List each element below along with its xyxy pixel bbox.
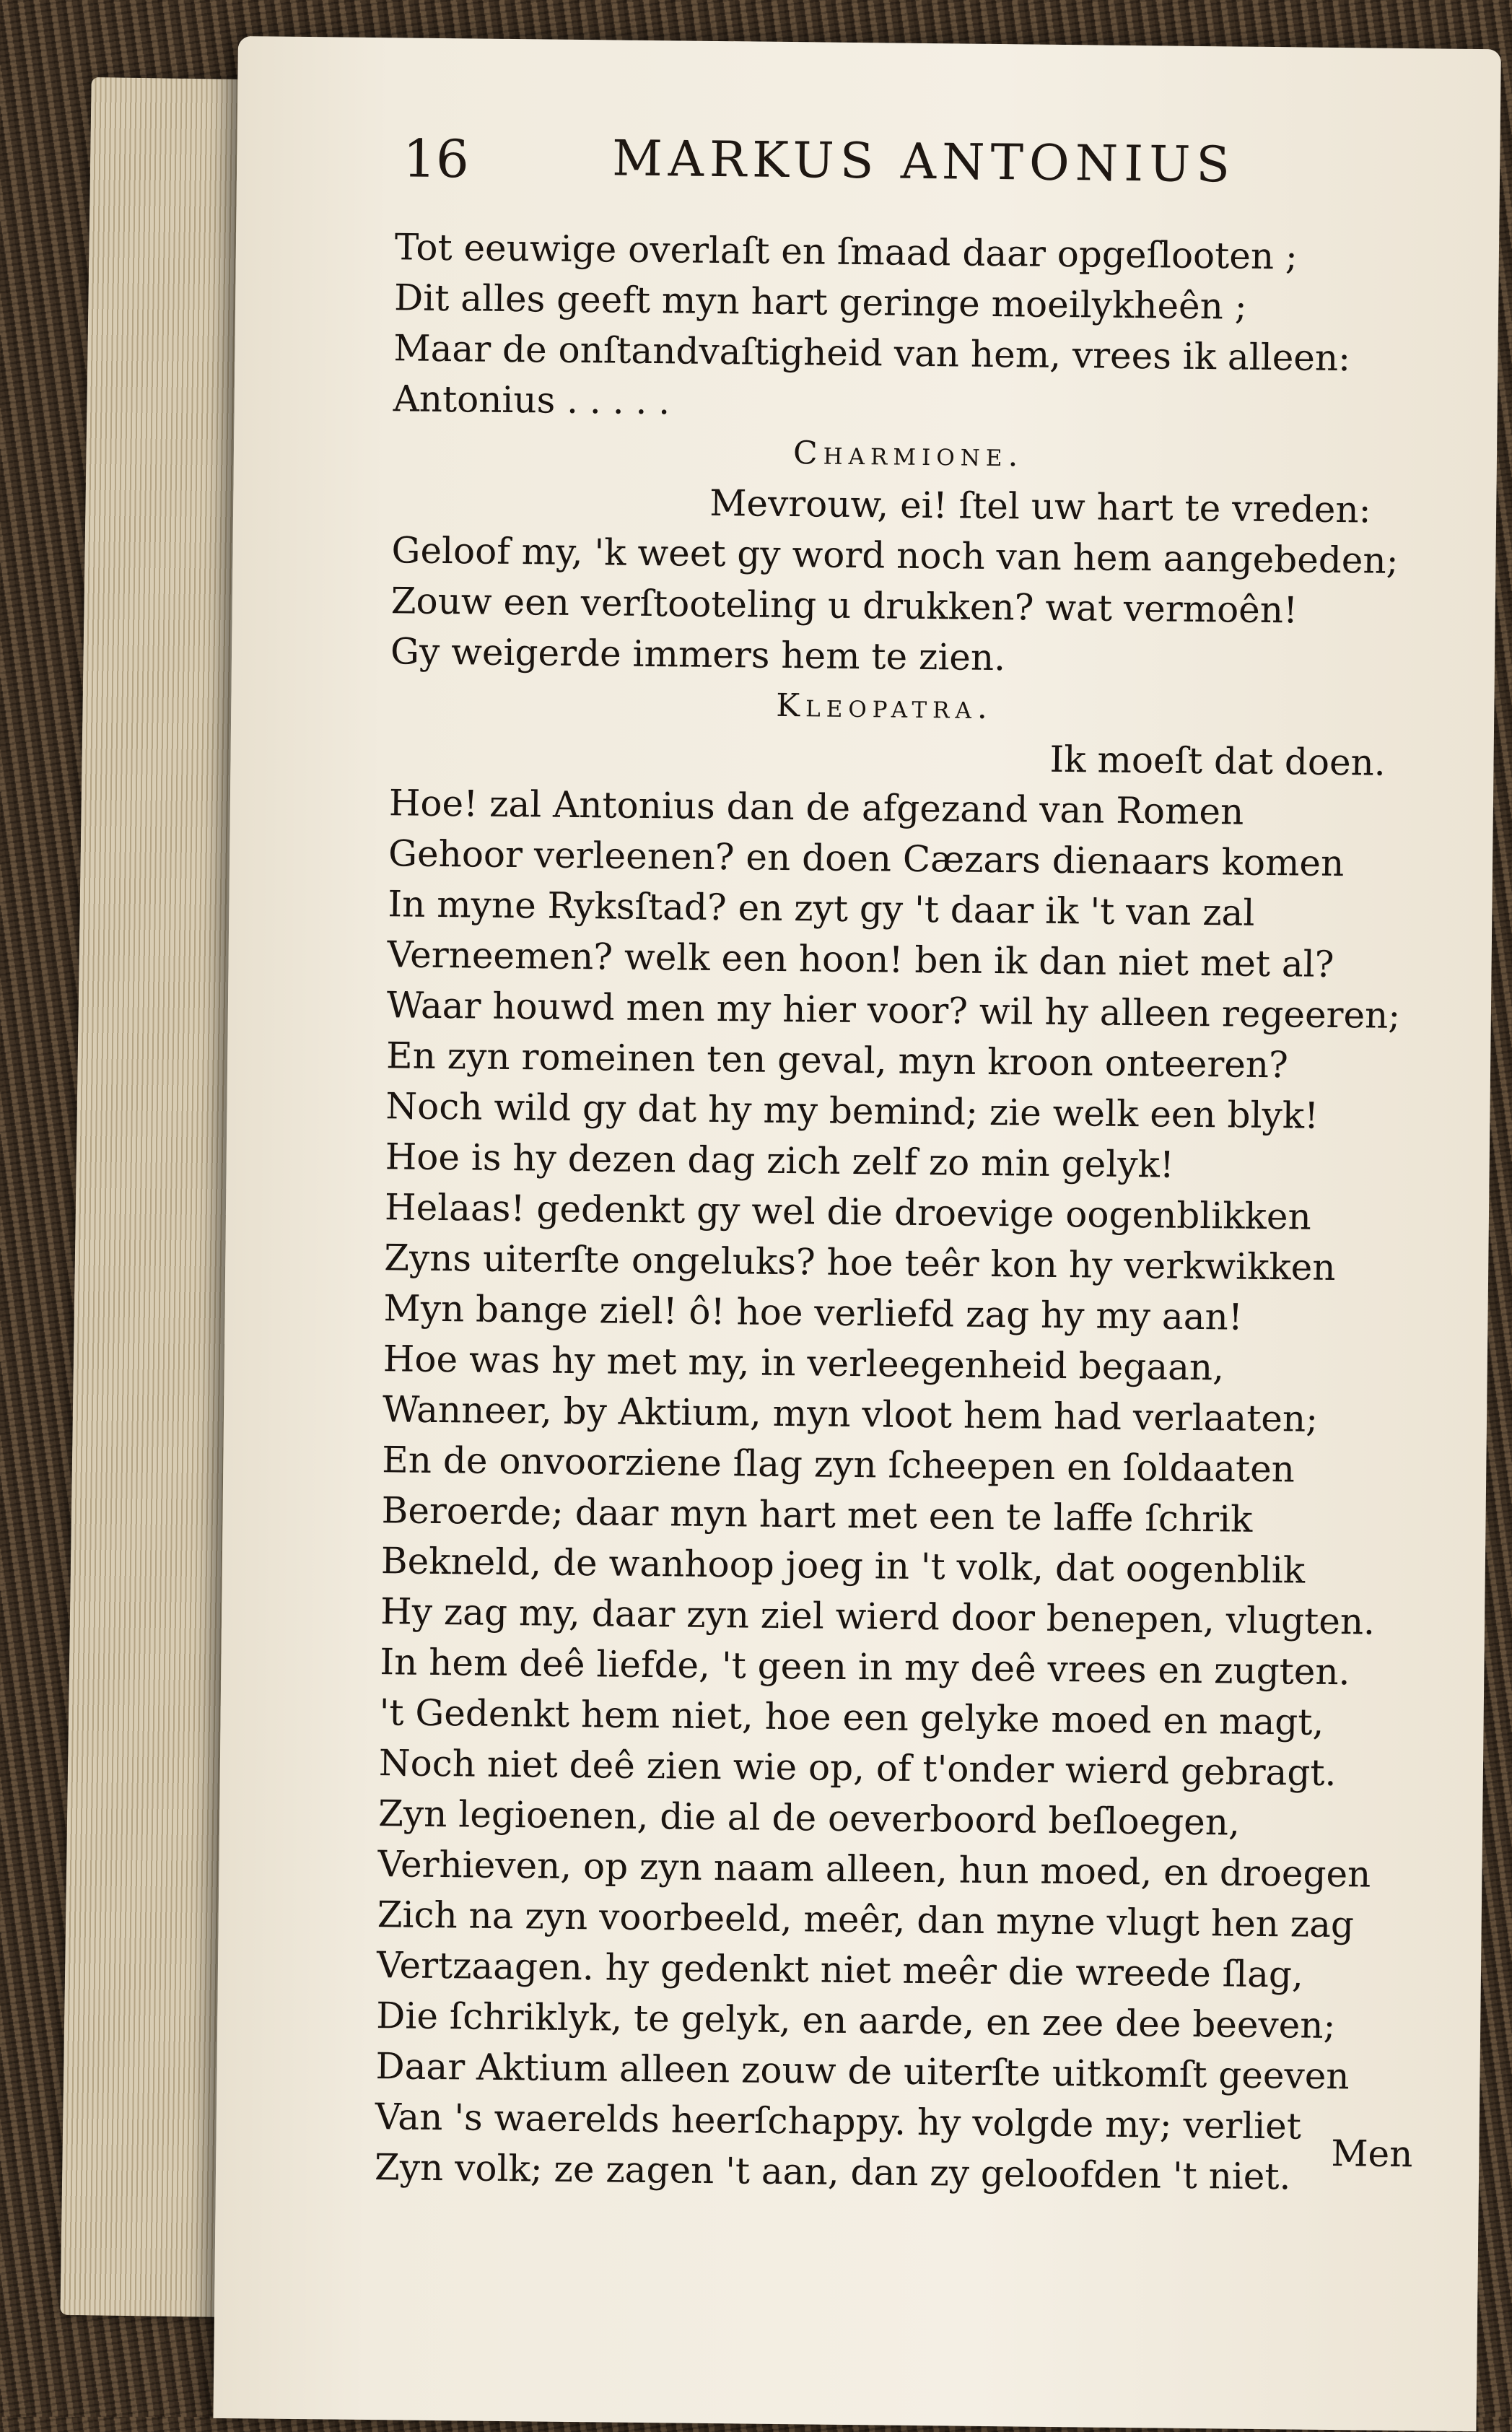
verse-line: Helaas! gedenkt gy wel die droevige oogenblikken xyxy=(384,1186,1312,1238)
verse-line: 't Gedenkt hem niet, hoe een gelyke moed en magt, xyxy=(379,1691,1324,1743)
verse-line: Zyns uiterſte ongeluks? hoe teêr kon hy verkwikken xyxy=(383,1237,1336,1289)
verse-line: Vertzaagen. hy gedenkt niet meêr die wreede ſlag, xyxy=(376,1944,1304,1996)
verse-line: Tot eeuwige overlaſt en ſmaad daar opgeſlooten ; xyxy=(394,226,1298,278)
verse-line: Beroerde; daar myn hart met een te laffe ſchrik xyxy=(381,1489,1253,1540)
verse-line: Zich na zyn voorbeeld, meêr, dan myne vlugt hen zag xyxy=(377,1893,1355,1946)
page-header xyxy=(402,128,1512,233)
verse-line: Myn bange ziel! ô! hoe verliefd zag hy my aan! xyxy=(383,1287,1244,1338)
verse-line: Bekneld, de wanhoop joeg in 't volk, dat oogenblik xyxy=(380,1540,1306,1592)
verse-line: Maar de onſtandvaſtigheid van hem, vrees ik alleen: xyxy=(393,327,1351,380)
verse-line: Zouw een verſtooteling u drukken? wat vermoên! xyxy=(390,580,1298,632)
verse-line: Verhieven, op zyn naam alleen, hun moed, en droegen xyxy=(377,1843,1371,1896)
verse-line: Antonius . . . . . xyxy=(393,378,670,423)
speaker-name: Kleopatra. xyxy=(776,687,994,727)
speaker-name: Charmione. xyxy=(792,435,1024,474)
verse-line: In myne Ryksſtad? en zyt gy 't daar ik 't van zal xyxy=(388,883,1255,934)
verse-line: Waar houwd men my hier voor? wil hy alleen regeeren; xyxy=(386,984,1401,1037)
verse-line: Hoe was hy met my, in verleegenheid begaan, xyxy=(383,1338,1225,1389)
book-page xyxy=(213,36,1500,2431)
catchword: Men xyxy=(1331,2132,1413,2176)
verse-line: In hem deê liefde, 't geen in my deê vrees en zugten. xyxy=(380,1641,1350,1694)
verse-line: Gehoor verleenen? en doen Cæzars dienaars komen xyxy=(388,832,1345,885)
verse-line: Hoe is hy dezen dag zich zelf zo min gelyk! xyxy=(385,1136,1175,1186)
verse-line: Dit alles geeft myn hart geringe moeilykheên ; xyxy=(393,276,1247,328)
verse-line: Noch wild gy dat hy my bemind; zie welk een blyk! xyxy=(385,1085,1319,1137)
verse-line: Wanneer, by Aktium, myn vloot hem had verlaaten; xyxy=(382,1388,1319,1440)
verse-line: Daar Aktium alleen zouw de uiterſte uitkomſt geeven xyxy=(375,2045,1350,2098)
verse-line: Hoe! zal Antonius dan de afgezand van Romen xyxy=(388,782,1244,833)
verse-line: Van 's waerelds heerſchappy. hy volgde my; verliet xyxy=(375,2096,1302,2148)
verse-line: Noch niet deê zien wie op, of t'onder wierd gebragt. xyxy=(378,1742,1337,1795)
verse-line: Geloof my, 'k weet gy word noch van hem aangebeden; xyxy=(391,529,1399,582)
verse-line: Mevrouw, ei! ſtel uw hart te vreden: xyxy=(709,481,1371,531)
verse-line: Zyn legioenen, die al de oeverboord beſloegen, xyxy=(377,1792,1241,1844)
verse-line: En de onvoorziene ſlag zyn ſcheepen en ſoldaaten xyxy=(382,1439,1295,1491)
verse-text-block xyxy=(375,222,1512,2204)
verse-line: Hy zag my, daar zyn ziel wierd door benepen, vlugten. xyxy=(380,1590,1376,1643)
running-title: MARKUS ANTONIUS xyxy=(611,130,1236,194)
verse-line: En zyn romeinen ten geval, myn kroon onteeren? xyxy=(385,1034,1289,1086)
verse-line: Gy weigerde immers hem te zien. xyxy=(390,630,1006,679)
verse-line: Ik moeſt dat doen. xyxy=(1049,738,1386,784)
verse-line: Zyn volk; ze zagen 't aan, dan zy geloofden 't niet. xyxy=(374,2146,1291,2198)
verse-line: Die ſchriklyk, te gelyk, en aarde, en zee dee beeven; xyxy=(375,1995,1336,2047)
page-number: 16 xyxy=(402,128,470,190)
verse-line: Verneemen? welk een hoon! ben ik dan niet met al? xyxy=(387,933,1334,985)
